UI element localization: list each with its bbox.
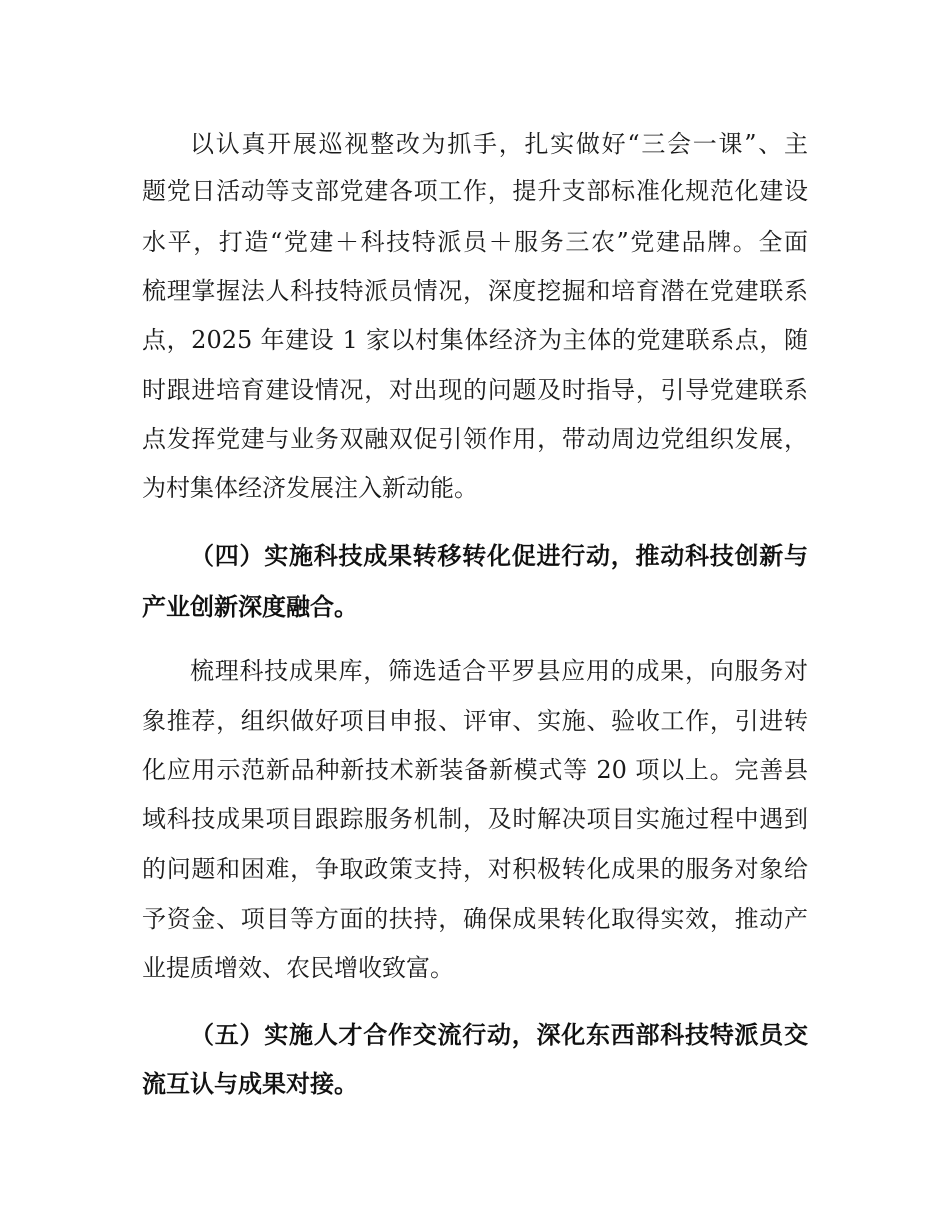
heading-line: 流互认与成果对接。: [142, 1070, 358, 1098]
paragraph-line: 为村集体经济发展注入新动能。: [142, 474, 478, 502]
paragraph-line: 题党日活动等支部党建各项工作，提升支部标准化规范化建设: [142, 177, 808, 205]
paragraph-line: 时跟进培育建设情况，对出现的问题及时指导，引导党建联系: [142, 376, 808, 404]
paragraph-line: 域科技成果项目跟踪服务机制，及时解决项目实施过程中遇到: [142, 805, 808, 833]
paragraph-line: 业提质增效、农民增收致富。: [142, 954, 454, 982]
paragraph-line: 化应用示范新品种新技术新装备新模式等 20 项以上。完善县: [142, 756, 808, 784]
paragraph-line: 点，2025 年建设 1 家以村集体经济为主体的党建联系点，随: [142, 326, 808, 354]
paragraph-line: 予资金、项目等方面的扶持，确保成果转化取得实效，推动产: [142, 905, 808, 933]
heading-line: （五）实施人才合作交流行动，深化东西部科技特派员交: [190, 1021, 808, 1049]
paragraph-line: 点发挥党建与业务双融双促引领作用，带动周边党组织发展，: [142, 425, 808, 453]
paragraph-line: 的问题和困难，争取政策支持，对积极转化成果的服务对象给: [142, 855, 808, 883]
paragraph-line: 水平，打造“党建＋科技特派员＋服务三农”党建品牌。全面: [142, 228, 808, 256]
paragraph-line: 梳理掌握法人科技特派员情况，深度挖掘和培育潜在党建联系: [142, 277, 808, 305]
heading-line: 产业创新深度融合。: [142, 593, 358, 621]
paragraph-line: 象推荐，组织做好项目申报、评审、实施、验收工作，引进转: [142, 707, 808, 735]
paragraph-line: 梳理科技成果库，筛选适合平罗县应用的成果，向服务对: [190, 657, 808, 685]
heading-line: （四）实施科技成果转移转化促进行动，推动科技创新与: [190, 542, 808, 570]
paragraph-line: 以认真开展巡视整改为抓手，扎实做好“三会一课”、主: [190, 130, 808, 158]
